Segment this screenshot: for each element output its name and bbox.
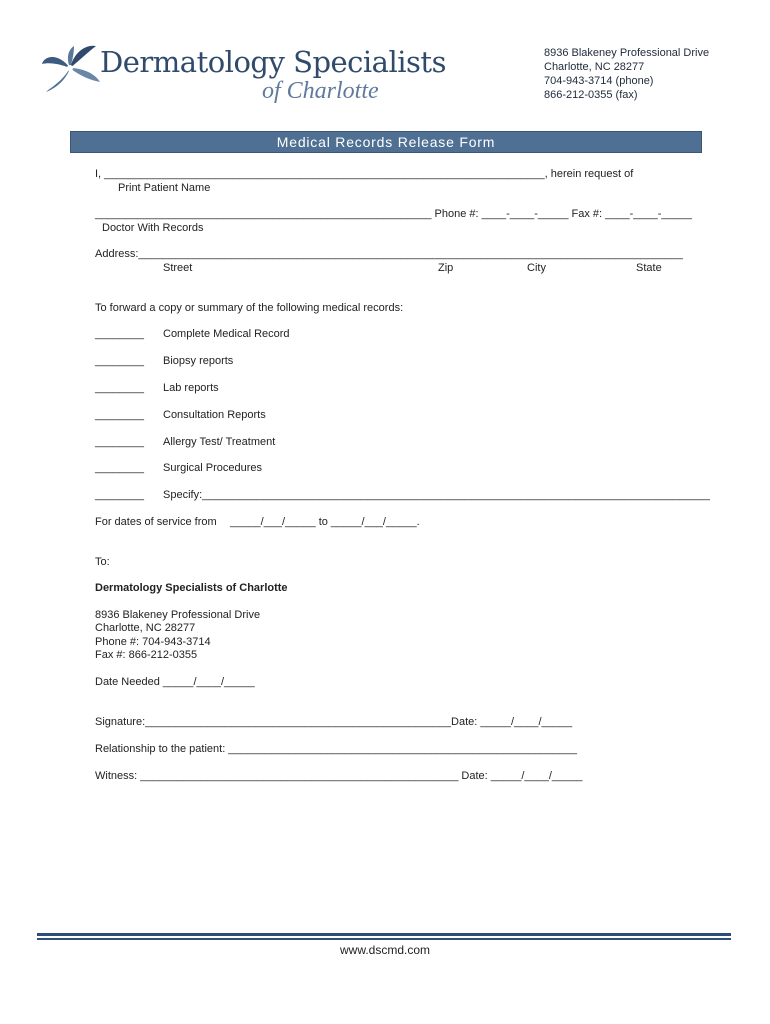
recipient-line: Charlotte, NC 28277 <box>95 622 196 634</box>
city-label: City <box>527 262 546 274</box>
patient-request-line[interactable]: I, ________________________________________________________________________, herein request of <box>95 168 634 180</box>
record-check-blank[interactable]: ________ <box>95 355 144 367</box>
address-field-line[interactable]: Address:_________________________________________________________________________________________ <box>95 248 683 260</box>
footer-divider <box>37 938 731 940</box>
address-line: 704-943-3714 (phone) <box>544 75 654 87</box>
footer-divider <box>37 933 731 936</box>
form-title: Medical Records Release Form <box>70 131 702 153</box>
record-check-blank[interactable]: ________ <box>95 382 144 394</box>
state-label: State <box>636 262 662 274</box>
header-address <box>544 46 709 102</box>
record-check-blank[interactable]: ________ <box>95 436 144 448</box>
doctor-label: Doctor With Records <box>102 222 204 234</box>
record-item: Allergy Test/ Treatment <box>163 436 276 448</box>
dates-field[interactable]: _____/___/_____ to _____/___/_____. <box>230 516 420 528</box>
street-label: Street <box>163 262 193 274</box>
record-item: Lab reports <box>163 382 219 394</box>
record-check-blank[interactable]: ________ <box>95 489 144 501</box>
zip-label: Zip <box>438 262 454 274</box>
date-needed-field[interactable]: Date Needed _____/____/_____ <box>95 676 255 688</box>
forward-text: To forward a copy or summary of the following medical records: <box>95 302 404 314</box>
dates-label: For dates of service from <box>95 516 217 528</box>
address-line: Charlotte, NC 28277 <box>544 61 645 73</box>
record-item: Complete Medical Record <box>163 328 290 340</box>
relationship-field[interactable]: Relationship to the patient: _________________________________________________________ <box>95 743 578 755</box>
record-item: Biopsy reports <box>163 355 234 367</box>
patient-name-label: Print Patient Name <box>118 182 211 194</box>
record-check-blank[interactable]: ________ <box>95 328 144 340</box>
recipient-line: Phone #: 704-943-3714 <box>95 636 211 648</box>
signature-field[interactable]: Signature:__________________________________________________Date: _____/____/_____ <box>95 716 573 728</box>
to-label: To: <box>95 556 110 568</box>
record-check-blank[interactable]: ________ <box>95 462 144 474</box>
recipient-line: Fax #: 866-212-0355 <box>95 649 198 661</box>
logo-flower-icon <box>40 42 102 94</box>
footer-url[interactable]: www.dscmd.com <box>339 943 431 957</box>
address-line: 866-212-0355 (fax) <box>544 89 638 101</box>
record-item: Consultation Reports <box>163 409 266 421</box>
address-line: 8936 Blakeney Professional Drive <box>544 47 710 59</box>
record-specify-field[interactable]: Specify:___________________________________________________________________________________ <box>163 489 710 501</box>
recipient-name: Dermatology Specialists of Charlotte <box>95 582 288 594</box>
doctor-phone-fax-line[interactable]: _______________________________________________________ Phone #: ____-____-_____ Fax #: ____-____-_____ <box>95 208 693 220</box>
record-check-blank[interactable]: ________ <box>95 409 144 421</box>
witness-field[interactable]: Witness: ____________________________________________________ Date: _____/____/_____ <box>95 770 583 782</box>
recipient-line: 8936 Blakeney Professional Drive <box>95 609 261 621</box>
logo-sub-text: of Charlotte <box>262 78 379 104</box>
record-item: Surgical Procedures <box>163 462 263 474</box>
logo-main-text: Dermatology Specialists <box>100 45 446 79</box>
